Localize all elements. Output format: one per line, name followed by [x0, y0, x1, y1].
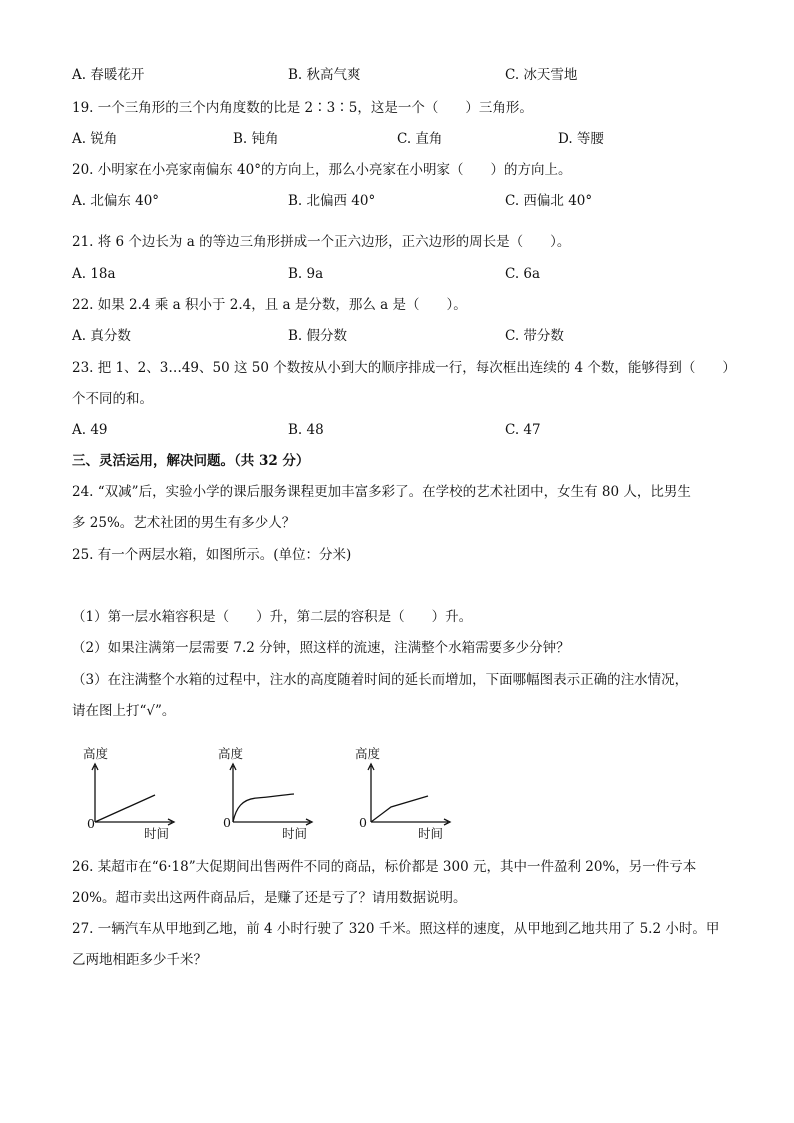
graph-1-ylabel: 高度 [83, 746, 109, 761]
q26-question-line2: 20%。超市卖出这两件商品后，是赚了还是亏了？请用数据说明。 [72, 890, 467, 906]
q22-question: 22. 如果 2.4 乘 a 积小于 2.4，且 a 是分数，那么 a 是（ ）。 [72, 297, 467, 313]
section-3-title: 三、灵活运用，解决问题。（共 32 分） [72, 453, 310, 469]
q22-option-a: A. 真分数 [72, 328, 131, 344]
q19-option-c: C. 直角 [397, 131, 443, 147]
q24-question-line1: 24. “双减”后，实验小学的课后服务课程更加丰富多彩了。在学校的艺术社团中，女生有 80 人，比男生 [72, 484, 691, 500]
q21-option-c: C. 6a [505, 266, 541, 282]
q23-option-c: C. 47 [505, 422, 541, 438]
graph-3-curve [371, 796, 428, 822]
graph-3-xlabel: 时间 [418, 826, 444, 841]
graph-3-ylabel: 高度 [355, 746, 381, 761]
graph-3-origin: 0 [359, 815, 367, 830]
q18-option-a: A. 春暖花开 [72, 67, 145, 83]
q22-option-c: C. 带分数 [505, 328, 564, 344]
graph-2-xlabel: 时间 [282, 826, 308, 841]
q27-question-line1: 27. 一辆汽车从甲地到乙地，前 4 小时行驶了 320 千米。照这样的速度，从甲地到乙地共用了 5.2 小时。甲 [72, 921, 720, 937]
q27-question-line2: 乙两地相距多少千米？ [72, 952, 207, 968]
graph-1-curve [95, 795, 155, 822]
q23-option-b: B. 48 [288, 422, 324, 438]
q19-question: 19. 一个三角形的三个内角度数的比是 2∶3∶5，这是一个（ ）三角形。 [72, 100, 533, 116]
q20-option-b: B. 北偏西 40° [288, 193, 376, 209]
graph-1-origin: 0 [87, 816, 95, 831]
q18-option-b: B. 秋高气爽 [288, 67, 361, 83]
graph-2-curve [233, 794, 294, 822]
q23-option-a: A. 49 [72, 422, 108, 438]
graph-2-ylabel: 高度 [218, 746, 244, 761]
water-graph-3[interactable] [348, 740, 458, 849]
q21-question: 21. 将 6 个边长为 a 的等边三角形拼成一个正六边形，正六边形的周长是（ ）。 [72, 234, 571, 250]
q25-part-3-line2: 请在图上打“√”。 [72, 703, 176, 719]
water-graph-2[interactable] [210, 740, 320, 849]
q22-option-b: B. 假分数 [288, 328, 348, 344]
q18-option-c: C. 冰天雪地 [505, 67, 578, 83]
q21-option-b: B. 9a [288, 266, 324, 282]
q20-option-a: A. 北偏东 40° [72, 193, 160, 209]
q25-part-3-line1: （3）在注满整个水箱的过程中，注水的高度随着时间的延长而增加，下面哪幅图表示正确的注水情况， [72, 672, 689, 688]
graph-2-origin: 0 [223, 815, 231, 830]
q26-question-line1: 26. 某超市在“6·18”大促期间出售两件不同的商品，标价都是 300 元，其中一件盈利 20%，另一件亏本 [72, 859, 697, 875]
q20-question: 20. 小明家在小亮家南偏东 40°的方向上，那么小亮家在小明家（ ）的方向上。 [72, 162, 572, 178]
q25-part-1: （1）第一层水箱容积是（ ）升，第二层的容积是（ ）升。 [72, 609, 473, 625]
q19-option-d: D. 等腰 [558, 131, 604, 147]
q19-option-a: A. 锐角 [72, 131, 118, 147]
graph-1-xlabel: 时间 [144, 826, 170, 841]
q20-option-c: C. 西偏北 40° [505, 193, 593, 209]
q23-question-line2: 个不同的和。 [72, 391, 153, 407]
water-graph-1[interactable] [72, 740, 182, 849]
q21-option-a: A. 18a [72, 266, 116, 282]
q25-question: 25. 有一个两层水箱，如图所示。(单位：分米) [72, 547, 352, 563]
q25-part-2: （2）如果注满第一层需要 7.2 分钟，照这样的流速，注满整个水箱需要多少分钟？ [72, 640, 570, 656]
q19-option-b: B. 钝角 [233, 131, 279, 147]
q23-question-line1: 23. 把 1、2、3…49、50 这 50 个数按从小到大的顺序排成一行，每次框出连续的 4 个数，能够得到（ ） [72, 360, 736, 376]
q24-question-line2: 多 25%。艺术社团的男生有多少人？ [72, 515, 296, 531]
